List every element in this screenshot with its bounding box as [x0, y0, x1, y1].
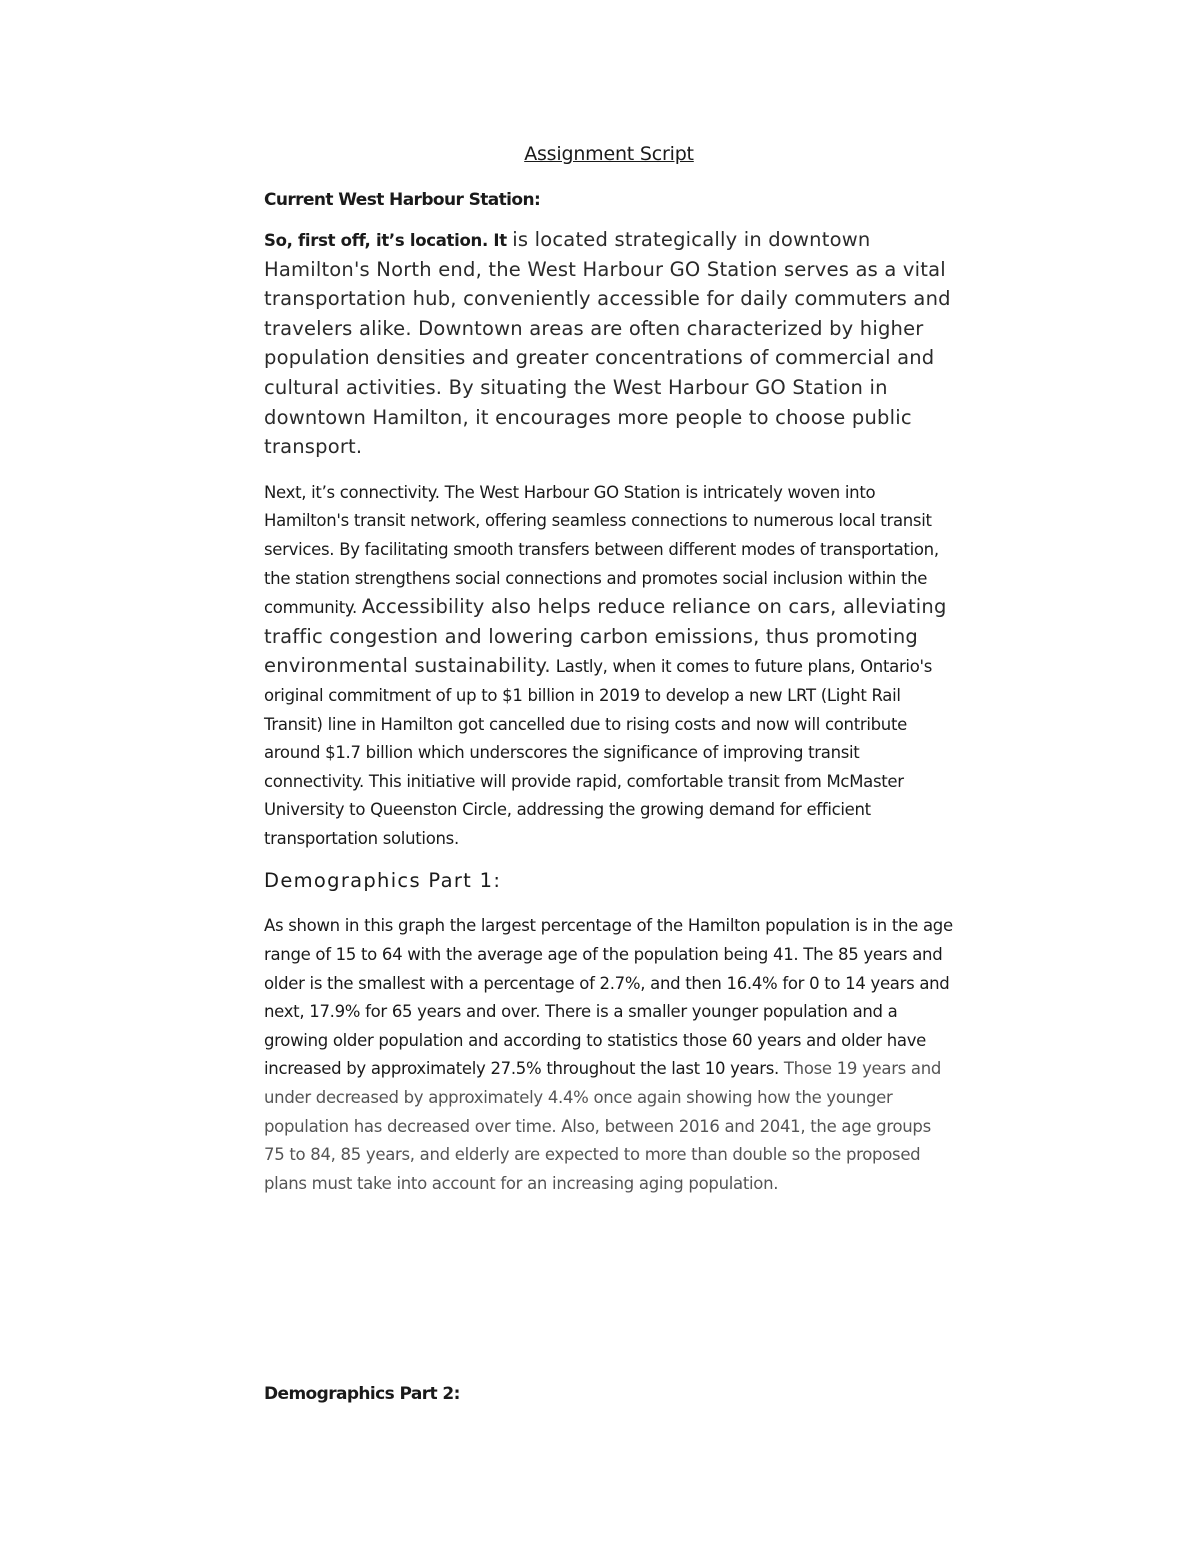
paragraph-demographics-part1: As shown in this graph the largest percentage of the Hamilton population is in the age range of 15 to 64 with the average age of the population being 41. The 85 years and older is the smallest with a percentage of 2.7%, and then 16.4% for 0 to 14 years and next, 17.9% for 65 years and over. There is a smaller younger population and a growing older population and according to statistics those 60 years and older have increased by approximately 27.5% throughout the last 10 years.	[264, 916, 953, 1079]
paragraph-connectivity-part2: Accessibility also helps reduce reliance on cars, alleviating traffic congestion and lowering carbon emissions, thus promoting environmental sustainability.	[264, 595, 947, 678]
section-heading-demographics-part-2: Demographics Part 2:	[264, 1384, 460, 1404]
document-title: Assignment Script	[524, 143, 694, 165]
paragraph-location	[264, 226, 954, 463]
paragraph-demographics	[264, 912, 954, 1198]
paragraph-connectivity-part3: Lastly, when it comes to future plans, Ontario's original commitment of up to $1 billion in 2019 to develop a new LRT (Light Rail Transit) line in Hamilton got cancelled due to rising costs and now will contribute around $1.7 billion which underscores the significance of improving transit connectivity. This initiative will provide rapid, comfortable transit from McMaster University to Queenston Circle, addressing the growing demand for efficient transportation solutions.	[264, 657, 933, 848]
document-body	[264, 143, 954, 1214]
section-heading-current-west-harbour: Current West Harbour Station:	[264, 190, 541, 210]
paragraph-connectivity-part1: Next, it’s connectivity. The West Harbour GO Station is intricately woven into Hamilton's transit network, offering seamless connections to numerous local transit services. By facilitating smooth transfers between different modes of transportation, the station strengthens social connections and promotes social inclusion within the community.	[264, 482, 939, 618]
paragraph-location-lead: So, first off, it’s location. It	[264, 231, 513, 250]
paragraph-connectivity	[264, 479, 954, 854]
paragraph-demographics-part2: Those 19 years and under decreased by approximately 4.4% once again showing how the younger population has decreased over time. Also, between 2016 and 2041, the age groups 75 to 84, 85 years, and elderly are expected to more than double so the proposed plans must take into account for an increasing aging population.	[264, 1059, 942, 1193]
paragraph-location-body: is located strategically in downtown Hamilton's North end, the West Harbour GO Station serves as a vital transportation hub, conveniently accessible for daily commuters and travelers alike. Downtown areas are often characterized by higher population densities and greater concentrations of commercial and cultural activities. By situating the West Harbour GO Station in downtown Hamilton, it encourages more people to choose public transport.	[264, 228, 951, 459]
section-heading-demographics-part-1: Demographics Part 1:	[264, 869, 502, 893]
